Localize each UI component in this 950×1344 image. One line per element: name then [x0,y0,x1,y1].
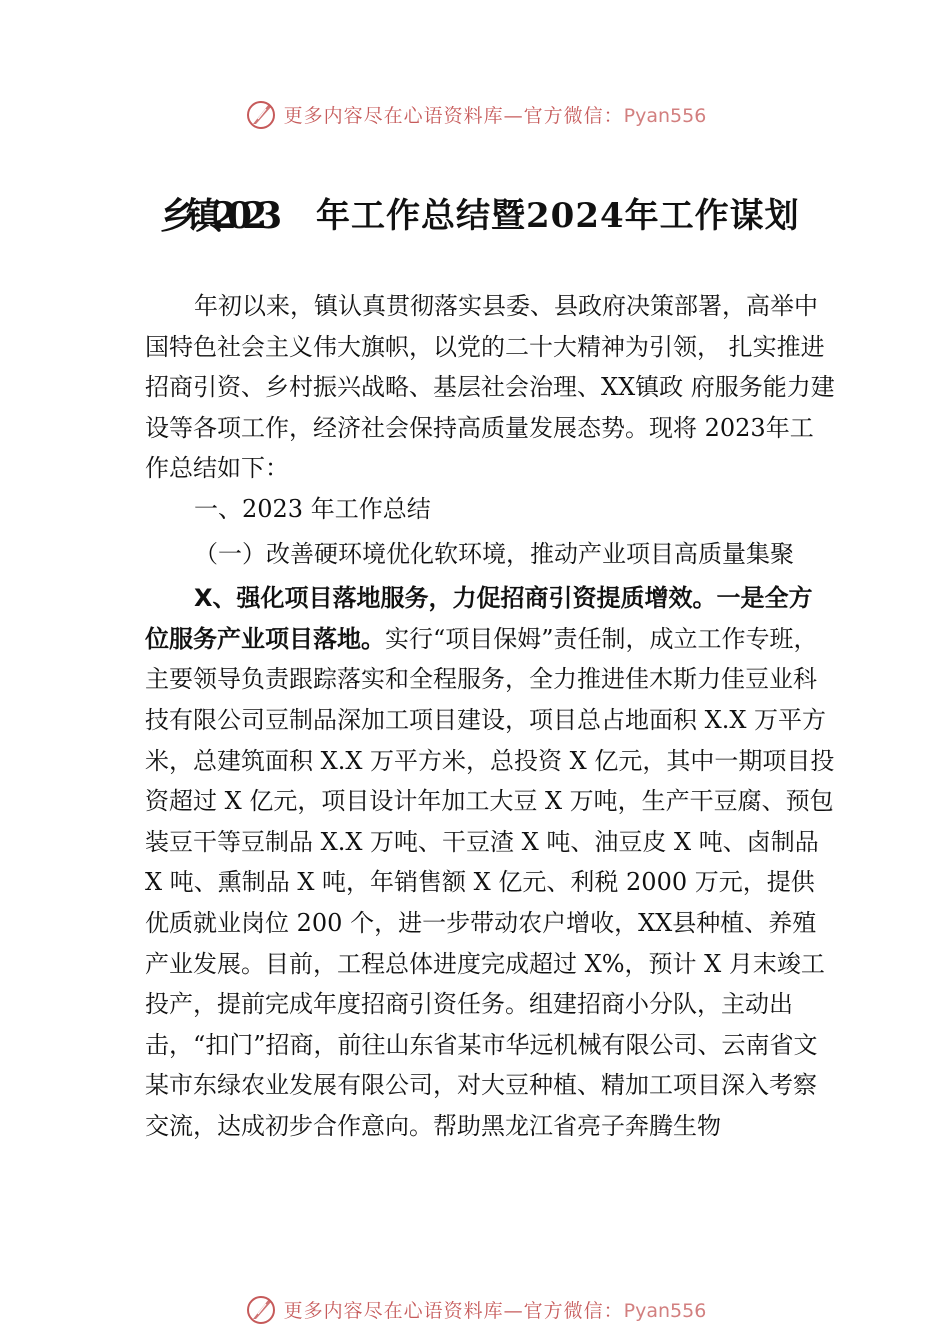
feather-pen-logo-icon [244,97,278,131]
title-main: 年工作总结暨2024年工作谋划 [316,196,800,236]
wechat-id: Pyan556 [623,104,707,127]
watermark-text: 更多内容尽在心语资料库—官方微信：Pyan556 [283,1299,707,1322]
document-title [0,186,950,236]
item-body-text: 实行“项目保姆”责任制，成立工作专班，主要领导负责跟踪落实和全程服务，全力推进佳木斯力佳豆业科技有限公司豆制品深加工项目建设，项目总占地面积 X.X 万平方米，总建筑面积 X.X 万平方米，总投资 X 亿元，其中一期项目投资超过 X 亿元，项目设计年加工大豆 X 万吨，生产干豆腐、预包装豆干等豆制品 X.X 万吨、干豆渣 X 吨、油豆皮 X 吨、卤制品 X 吨、熏制品 X 吨，年销售额 X 亿元、利税 2000 万元，提供优质就业岗位 200 个，进一步带动农户增收，XX县种植、养殖产业发展。目前，工程总体进度完成超过 X%，预计 X 月末竣工投产，提前完成年度招商引资任务。组建招商小分队，主动出击，“扣门”招商，前往山东省某市华远机械有限公司、云南省文某市东绿农业发展有限公司，对大豆种植、精加工项目深入考察交流，达成初步合作意向。帮助黑龙江省亮子奔腾生物 [145,624,835,1140]
item-paragraph [145,578,835,1146]
section-heading-1: 一、2023 年工作总结 [194,494,431,523]
feather-pen-logo-icon [244,1292,278,1326]
document-body [145,286,835,1146]
section-heading-2: （一）改善硬环境优化软环境，推动产业项目高质量集聚 [194,539,794,568]
watermark-text: 更多内容尽在心语资料库—官方微信：Pyan556 [283,104,707,127]
wechat-id: Pyan556 [623,1299,707,1322]
item-bold-lead: X、强化项目落地服务，力促招商引资提质增效。一是全方位服务产业项目落地。 [145,584,813,653]
intro-paragraph: 年初以来，镇认真贯彻落实县委、县政府决策部署，高举中国特色社会主义伟大旗帜，以党的二十大精神为引领， 扎实推进招商引资、乡村振兴战略、基层社会治理、XX镇政 府服务能力建设等各项工作，经济社会保持高质量发展态势。现将 2023年工作总结如下： [145,292,835,483]
watermark-header [0,94,950,134]
watermark-footer [0,1289,950,1329]
title-prefix: 乡镇2023 [160,195,273,237]
